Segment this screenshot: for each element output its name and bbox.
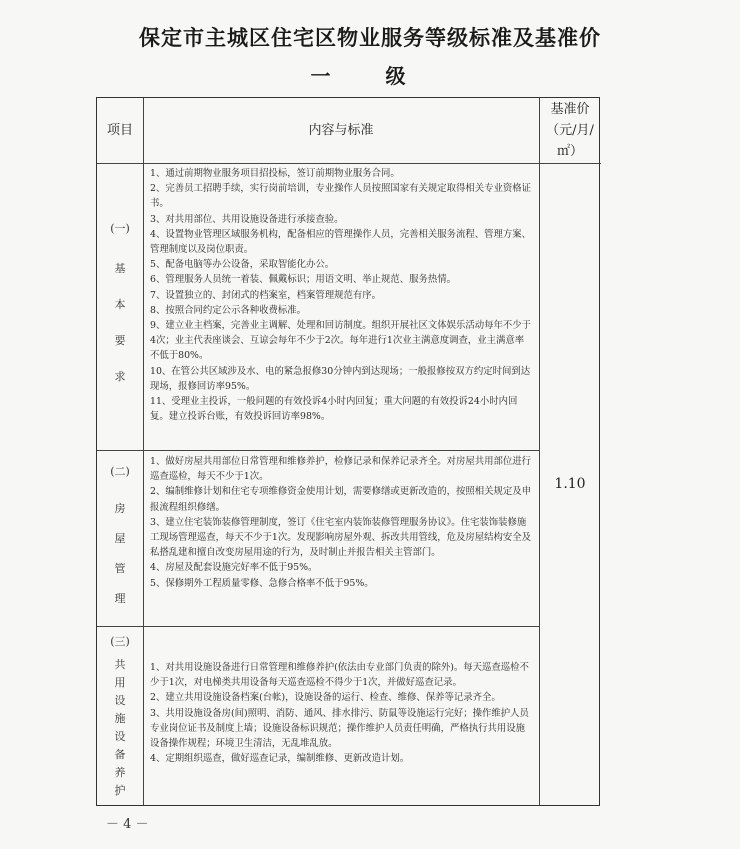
section-name-char: 房: [114, 502, 126, 515]
standard-item: 1、对共用设施设备进行日常管理和维修养护(依法由专业部门负责的除外)。每天巡查巡检不少于1次，对电梯类共用设备每天巡查巡检不得少于1次，并做好巡查记录。: [150, 662, 529, 689]
section-name-char: 屋: [114, 532, 126, 545]
standard-item: 2、完善员工招聘手续，实行岗前培训，专业操作人员按照国家有关规定取得相关专业资格证书。: [150, 183, 531, 210]
standard-item: 3、建立住宅装饰装修管理制度，签订《住宅室内装饰装修管理服务协议》。住宅装饰装修施工现场管理巡查，每天不少于1次。发现影响房屋外观、拆改共用管线，危及房屋结构安全及私搭乱建和擅自改变房屋用途的行为，及时制止并报告相关主管部门。: [150, 516, 531, 559]
standard-item: 8、按照合同约定公示各种收费标准。: [150, 304, 306, 316]
section-name-char: 施: [114, 712, 126, 725]
section-name-char: 设: [114, 694, 126, 707]
section-name-char: 理: [114, 592, 126, 605]
row-divider: [97, 626, 539, 627]
header-item: 项目: [106, 122, 133, 138]
section-basic-requirements-label: [97, 163, 143, 450]
standard-item: 1、通过前期物业服务项目招投标，签订前期物业服务合同。: [150, 168, 400, 179]
section-name-char: 护: [114, 784, 126, 797]
section-housing-management-label: [97, 450, 143, 626]
standard-item: 4、房屋及配套设施完好率不低于95%。: [150, 562, 318, 574]
section-housing-management-content: [143, 454, 539, 591]
standard-item: 2、编制维修计划和住宅专项维修资金使用计划，需要修缮或更新改造的，按照相关规定及申报流程组织修缮。: [150, 486, 531, 513]
standard-item: 11、受理业主投诉，一般问题的有效投诉4小时内回复；重大问题的有效投诉24小时内回复。建立投诉台账，有效投诉回访率98%。: [150, 396, 518, 423]
standard-item: 4、设置物业管理区域服务机构，配备相应的管理操作人员，完善相关服务流程、管理方案、管理制度以及岗位职责。: [150, 228, 531, 256]
header-content: 内容与标准: [308, 122, 374, 138]
header-price-line: 基准价: [550, 102, 590, 117]
standard-item: 6、管理服务人员统一着装、佩戴标识；用语文明、举止规范、服务热情。: [150, 274, 456, 286]
section-number: (三): [110, 635, 130, 648]
standard-item: 1、做好房屋共用部位日常管理和维修养护，检修记录和保养记录齐全。对房屋共用部位进行巡查巡检，每天不少于1次。: [150, 456, 531, 483]
section-basic-requirements-content: [143, 166, 539, 424]
header-price: [539, 99, 601, 162]
section-name-char: 共: [114, 658, 126, 671]
section-name-char: 基: [114, 261, 126, 275]
section-name-char: 要: [114, 333, 126, 347]
section-number: (二): [110, 465, 130, 478]
header-price-line: （元/月/: [546, 123, 594, 138]
standard-item: 2、建立共用设施设备档案(台帐)，设施设备的运行、检查、维修、保养等记录齐全。: [150, 692, 501, 704]
standard-item: 9、建立业主档案，完善业主调解、处理和回访制度。组织开展社区文体娱乐活动每年不少于4次；业主代表座谈会、互谅会每年不少于2次。每年进行1次业主满意度调查，业主满意率不低于80%。: [150, 320, 531, 362]
base-price-value: 1.10: [554, 476, 586, 492]
row-divider: [97, 450, 539, 451]
section-name-char: 设: [114, 730, 126, 743]
section-facility-maintenance-label: [97, 626, 143, 806]
page-number: － 4 －: [106, 817, 149, 832]
section-name-char: 备: [114, 748, 126, 761]
standard-item: 7、设置独立的、封闭式的档案室，档案管理规范有序。: [150, 289, 381, 301]
section-name-char: 管: [114, 562, 126, 575]
standard-item: 4、定期组织巡查，做好巡查记录，编制维修、更新改造计划。: [150, 753, 410, 765]
section-facility-maintenance-content: [143, 660, 539, 766]
standard-item: 10、在管公共区域涉及水、电的紧急报修30分钟内到达现场；一般报修按双方约定时间到达现场，报修回访率95%。: [150, 365, 531, 392]
service-standard-table: [96, 97, 600, 806]
standard-item: 3、共用设施设备房(间)照明、消防、通风、排水排污、防鼠等设施运行完好；操作维护人员专业岗位证书及制度上墙；设施设备标识规范；操作维护人员责任明确，严格执行共用设施设备操作规程；环境卫生清洁，无乱堆乱放。: [150, 707, 529, 750]
grade-subtitle: 一 级: [310, 64, 430, 88]
standard-item: 3、对共用部位、共用设施设备进行承接查验。: [150, 213, 344, 225]
section-name-char: 本: [114, 297, 126, 311]
section-number: (一): [110, 221, 130, 235]
header-divider: [97, 163, 539, 164]
header-price-line: ㎡）: [556, 144, 583, 159]
section-name-char: 养: [114, 766, 126, 779]
section-name-char: 求: [114, 369, 126, 383]
section-name-char: 用: [114, 676, 126, 689]
standard-item: 5、保修期外工程质量零修、急修合格率不低于95%。: [150, 577, 374, 589]
standard-item: 5、配备电脑等办公设备，采取智能化办公。: [150, 259, 335, 271]
document-title: 保定市主城区住宅区物业服务等级标准及基准价: [139, 25, 601, 50]
